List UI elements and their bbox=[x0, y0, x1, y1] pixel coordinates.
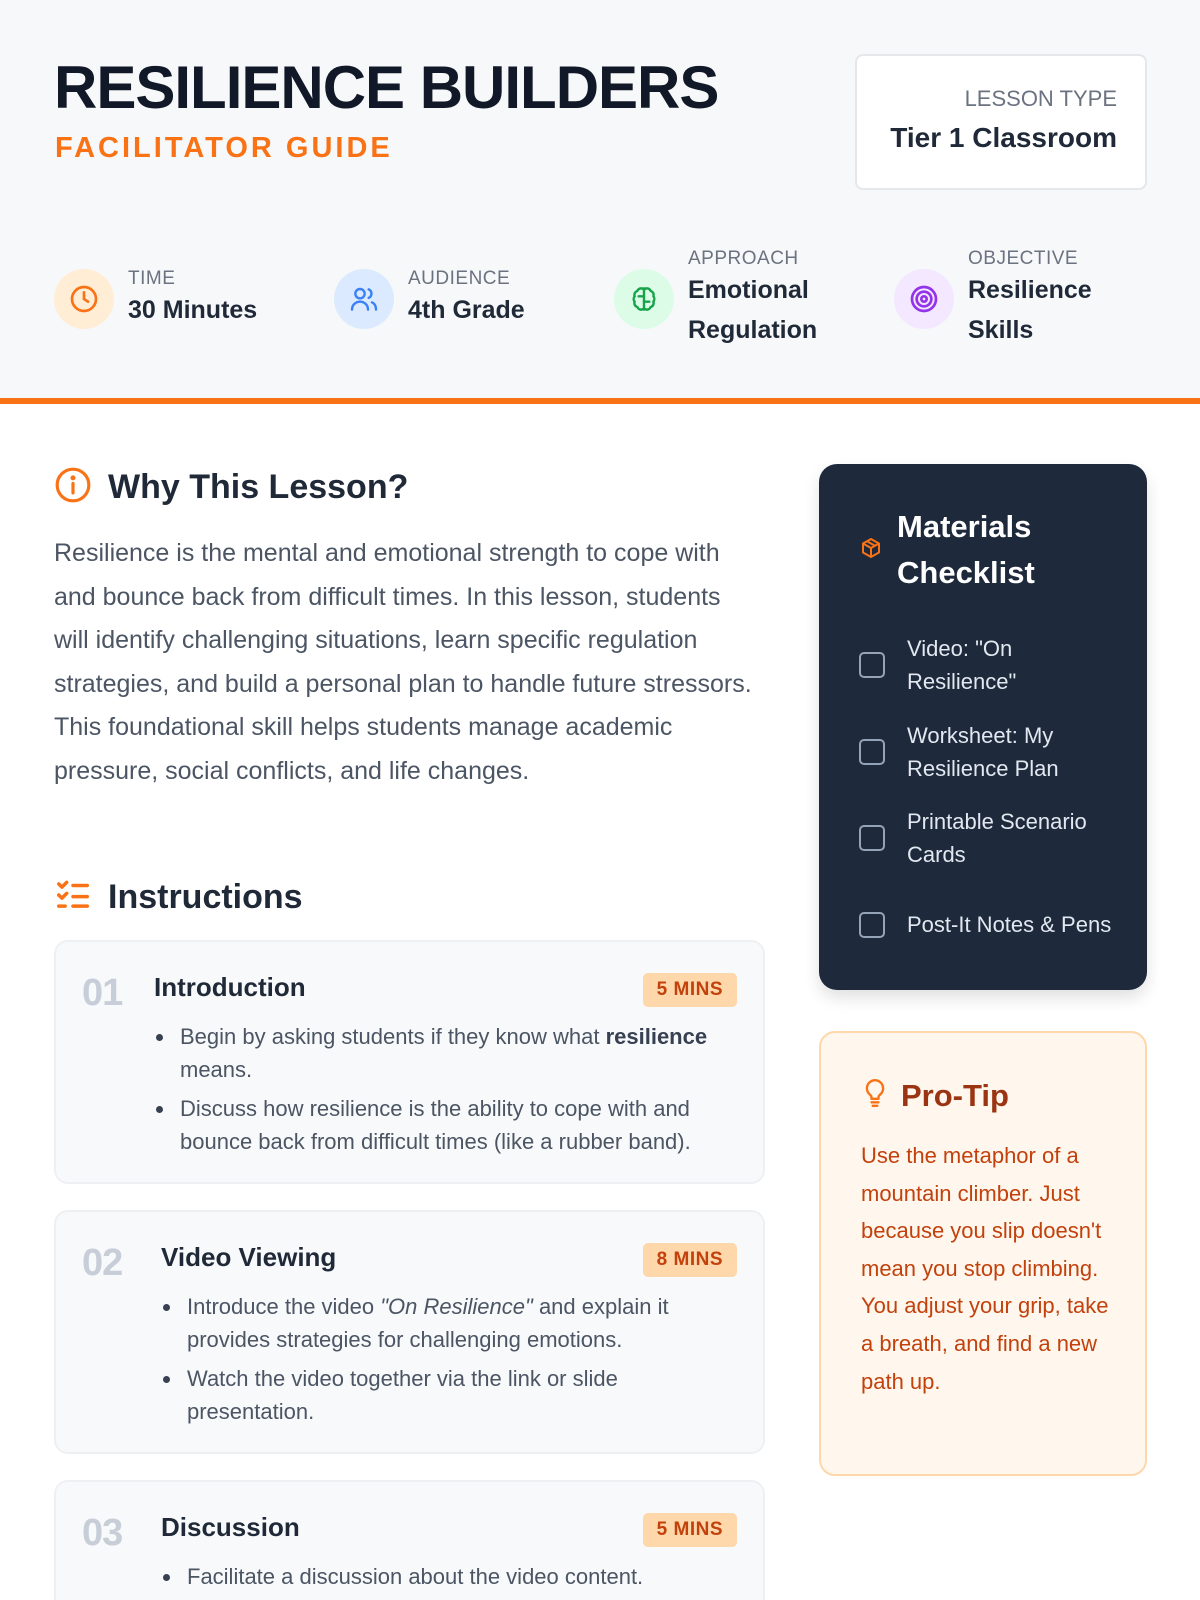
pro-tip-title: Pro-Tip bbox=[901, 1077, 1009, 1113]
users-icon bbox=[334, 269, 394, 329]
package-icon bbox=[859, 536, 883, 565]
checkbox[interactable] bbox=[859, 912, 885, 938]
lesson-type-label: LESSON TYPE bbox=[964, 86, 1117, 111]
brain-icon bbox=[614, 269, 674, 329]
meta-label: AUDIENCE bbox=[408, 268, 511, 289]
meta-value: Resilience Skills bbox=[968, 276, 1092, 344]
bullet-item: Watch the video together via the link or slide presentation. bbox=[161, 1362, 735, 1428]
bullet-item: Begin by asking students if they know what resilience means. bbox=[154, 1020, 735, 1086]
duration-badge: 5 MINS bbox=[643, 1513, 737, 1547]
meta-objective bbox=[894, 244, 1108, 354]
materials-checklist bbox=[819, 464, 1147, 990]
page-subtitle: FACILITATOR GUIDE bbox=[55, 132, 393, 164]
duration-badge: 5 MINS bbox=[643, 973, 737, 1007]
why-heading bbox=[54, 466, 408, 509]
checklist-label: Post-It Notes & Pens bbox=[907, 912, 1112, 938]
instructions-title: Instructions bbox=[108, 878, 303, 916]
step-bullets bbox=[161, 1290, 735, 1434]
duration-badge: 8 MINS bbox=[643, 1243, 737, 1277]
list-checks-icon bbox=[54, 876, 92, 919]
step-title: Discussion bbox=[161, 1512, 300, 1542]
checklist-label: Video: "On Resilience" bbox=[907, 636, 1017, 695]
why-text: Resilience is the mental and emotional strength to cope with and bounce back from difficult times. In this lesson, students will identify challenging situations, learn specific regulation strategies, and build a personal plan to handle future stressors. This foundational skill helps students manage academic pressure, social conflicts, and life changes. bbox=[54, 539, 752, 785]
step-card bbox=[54, 940, 765, 1184]
checklist-item[interactable] bbox=[859, 622, 1119, 709]
meta-label: OBJECTIVE bbox=[968, 248, 1079, 269]
meta-value: 4th Grade bbox=[408, 296, 525, 324]
bullet-item: Discuss how resilience is the ability to cope with and bounce back from difficult times (like a rubber band). bbox=[154, 1092, 735, 1158]
instructions-heading bbox=[54, 876, 303, 919]
checklist-label: Worksheet: My Resilience Plan bbox=[907, 722, 1059, 781]
materials-list bbox=[859, 622, 1119, 968]
meta-approach bbox=[614, 244, 838, 354]
header bbox=[0, 0, 1200, 404]
meta-audience bbox=[334, 244, 525, 354]
step-number: 01 bbox=[82, 972, 123, 1014]
pro-tip-header bbox=[861, 1077, 1009, 1114]
info-icon bbox=[54, 466, 92, 509]
checklist-item[interactable] bbox=[859, 709, 1119, 796]
meta-label: TIME bbox=[128, 268, 176, 289]
step-title: Video Viewing bbox=[161, 1242, 337, 1272]
step-title: Introduction bbox=[154, 972, 306, 1002]
lightbulb-icon bbox=[861, 1077, 889, 1114]
checklist-item[interactable] bbox=[859, 882, 1119, 969]
bullet-item: Facilitate a discussion about the video content. bbox=[161, 1560, 735, 1593]
page-title: RESILIENCE BUILDERS bbox=[54, 54, 719, 121]
step-number: 03 bbox=[82, 1512, 123, 1554]
checklist-item[interactable] bbox=[859, 795, 1119, 882]
meta-label: APPROACH bbox=[688, 248, 799, 269]
pro-tip-card bbox=[819, 1031, 1147, 1476]
meta-value: 30 Minutes bbox=[128, 296, 258, 324]
lesson-type-card bbox=[855, 54, 1147, 190]
checkbox[interactable] bbox=[859, 825, 885, 851]
lesson-type-value: Tier 1 Classroom bbox=[890, 122, 1117, 153]
step-number: 02 bbox=[82, 1242, 123, 1284]
step-bullets bbox=[161, 1560, 735, 1599]
meta-value: Emotional Regulation bbox=[688, 276, 818, 344]
clock-icon bbox=[54, 269, 114, 329]
checkbox[interactable] bbox=[859, 652, 885, 678]
pro-tip-text: Use the metaphor of a mountain climber. Just because you slip doesn't mean you stop climbing. You adjust your grip, take a breath, and find a new path up. bbox=[861, 1143, 1109, 1394]
checkbox[interactable] bbox=[859, 739, 885, 765]
meta-time bbox=[54, 244, 257, 354]
step-card bbox=[54, 1210, 765, 1454]
step-card bbox=[54, 1480, 765, 1600]
checklist-label: Printable Scenario Cards bbox=[907, 809, 1087, 868]
why-title: Why This Lesson? bbox=[108, 468, 409, 506]
materials-title: Materials Checklist bbox=[897, 509, 1035, 590]
materials-header bbox=[859, 504, 1077, 596]
step-bullets bbox=[154, 1020, 735, 1164]
bullet-item: Introduce the video "On Resilience" and explain it provides strategies for challenging emotions. bbox=[161, 1290, 735, 1356]
target-icon bbox=[894, 269, 954, 329]
